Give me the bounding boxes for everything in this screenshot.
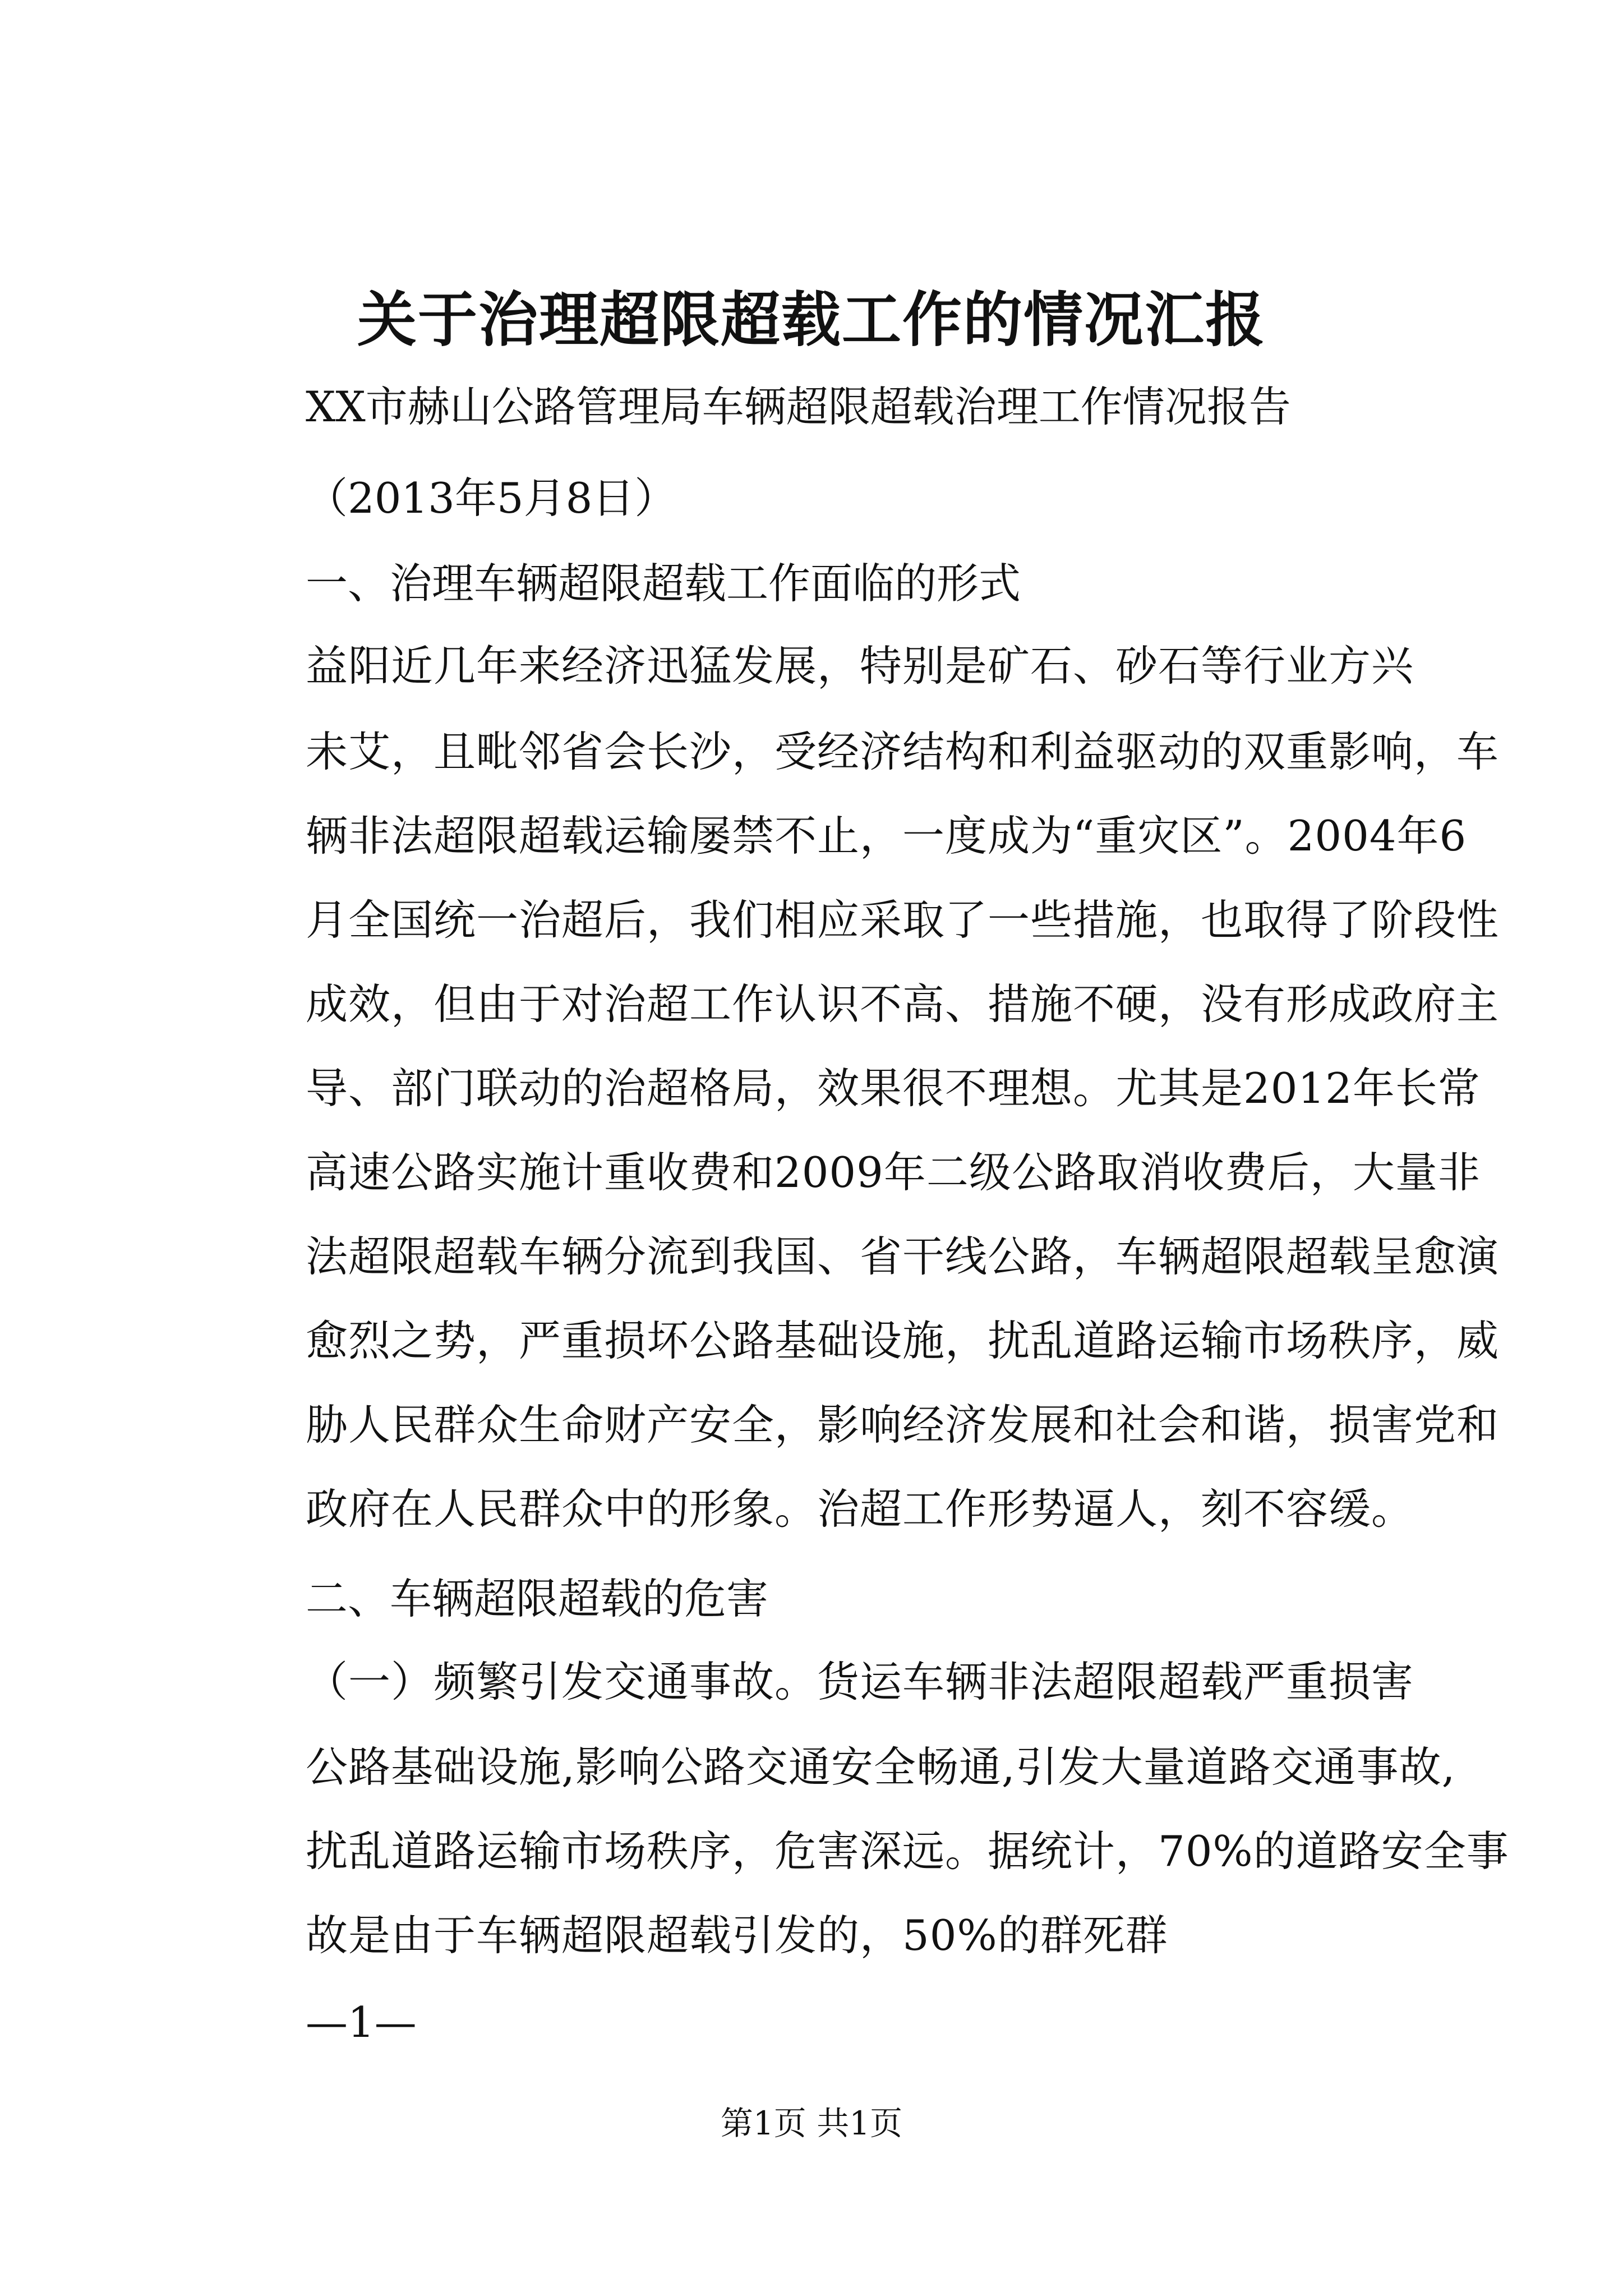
paragraph-line: 益阳近几年来经济迅猛发展，特别是矿石、砂石等行业方兴 [306,641,1414,691]
document-date: （2013年5月8日） [306,473,677,523]
paragraph-line: 未艾，且毗邻省会长沙，受经济结构和利益驱动的双重影响，车 [306,727,1500,776]
paragraph-line: 月全国统一治超后，我们相应采取了一些措施，也取得了阶段性 [306,895,1500,945]
paragraph-line: 公路基础设施,影响公路交通安全畅通,引发大量道路交通事故, [306,1742,1456,1792]
paragraph-line: 故是由于车辆超限超载引发的，50%的群死群 [306,1911,1168,1960]
document-title: 关于治理超限超载工作的情况汇报 [357,284,1266,355]
paragraph-line: 愈烈之势，严重损坏公路基础设施，扰乱道路运输市场秩序，威 [306,1316,1500,1365]
document-subtitle: XX市赫山公路管理局车辆超限超载治理工作情况报告 [306,382,1291,431]
paragraph-line: 成效，但由于对治超工作认识不高、措施不硬，没有形成政府主 [306,979,1500,1029]
paragraph-line: 胁人民群众生命财产安全，影响经济发展和社会和谐，损害党和 [306,1400,1500,1450]
paragraph-line: 扰乱道路运输市场秩序，危害深远。据统计，70%的道路安全事 [306,1826,1509,1876]
paragraph-line: 政府在人民群众中的形象。治超工作形势逼人，刻不容缓。 [306,1484,1414,1534]
paragraph-line: 法超限超载车辆分流到我国、省干线公路，车辆超限超载呈愈演 [306,1232,1500,1281]
section-heading-1: 一、治理车辆超限超载工作面临的形式 [306,559,1021,608]
paragraph-line: 导、部门联动的治超格局，效果很不理想。尤其是2012年长常 [306,1064,1481,1113]
page-number-mark: —1— [306,1998,417,2047]
paragraph-line: （一）频繁引发交通事故。货运车辆非法超限超载严重损害 [306,1657,1414,1706]
paragraph-line: 辆非法超限超载运输屡禁不止，一度成为“重灾区”。2004年6 [306,811,1467,861]
paragraph-line: 高速公路实施计重收费和2009年二级公路取消收费后，大量非 [306,1148,1481,1197]
section-heading-2: 二、车辆超限超载的危害 [306,1574,769,1623]
page-footer: 第1页 共1页 [720,2104,903,2142]
